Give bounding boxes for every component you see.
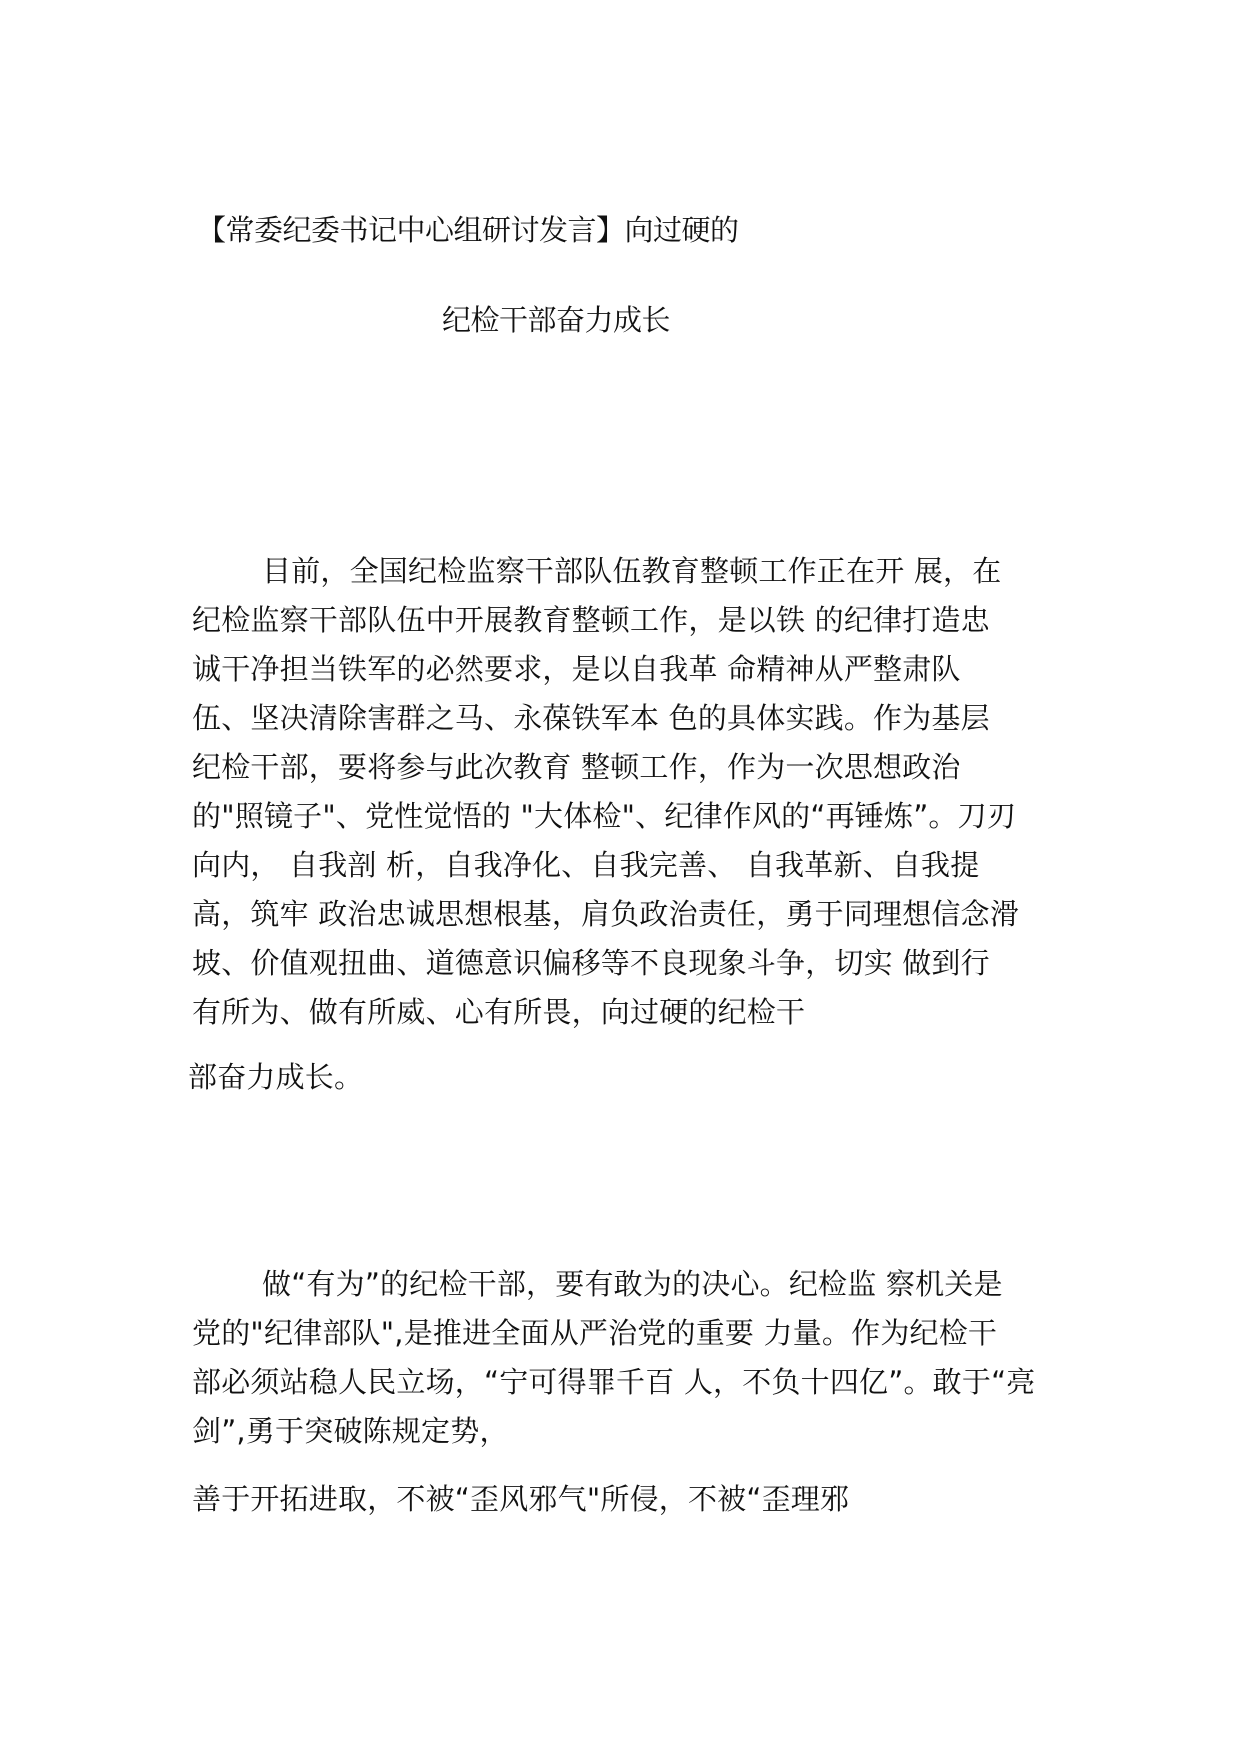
paragraph-2-line-3: 部必须站稳人民立场，“宁可得罪千百 人，不负十四亿”。敢于“亮 [192,1365,1036,1399]
paragraph-1-line-1: 目前，全国纪检监察干部队伍教育整顿工作正在开 展，在 [262,554,1002,588]
paragraph-1-line-9: 坡、价值观扭曲、道德意识偏移等不良现象斗争，切实 做到行 [192,946,990,980]
paragraph-1-line-6: 的"照镜子"、党性觉悟的 "大体检"、纪律作风的“再锤炼”。刀刃 [192,799,1017,833]
paragraph-2-line-2: 党的"纪律部队",是推进全面从严治党的重要 力量。作为纪检干 [192,1316,998,1350]
paragraph-2-tail: 善于开拓进取，不被“歪风邪气"所侵，不被“歪理邪 [192,1482,850,1516]
paragraph-1-line-3: 诚干净担当铁军的必然要求，是以自我革 命精神从严整肃队 [192,652,961,686]
paragraph-2-line-1: 做“有为”的纪检干部，要有敢为的决心。纪检监 察机关是 [262,1267,1003,1301]
paragraph-1-tail: 部奋力成长。 [188,1060,364,1094]
paragraph-1-line-7: 向内， 自我剖 析，自我净化、自我完善、 自我革新、自我提 [192,848,980,882]
paragraph-1-line-4: 伍、坚决清除害群之马、永葆铁军本 色的具体实践。作为基层 [192,701,990,735]
paragraph-1-line-5: 纪检干部，要将参与此次教育 整顿工作，作为一次思想政治 [192,750,961,784]
document-title-line-1: 【常委纪委书记中心组研讨发言】向过硬的 [197,213,739,247]
paragraph-1-line-10: 有所为、做有所威、心有所畏，向过硬的纪检干 [192,995,806,1029]
paragraph-1-line-8: 高，筑牢 政治忠诚思想根基，肩负政治责任，勇于同理想信念滑 [192,897,1020,931]
document-title-line-2: 纪检干部奋力成长 [442,303,671,337]
paragraph-2-line-4: 剑”,勇于突破陈规定势， [192,1414,509,1448]
paragraph-1-line-2: 纪检监察干部队伍中开展教育整顿工作，是以铁 的纪律打造忠 [192,603,990,637]
